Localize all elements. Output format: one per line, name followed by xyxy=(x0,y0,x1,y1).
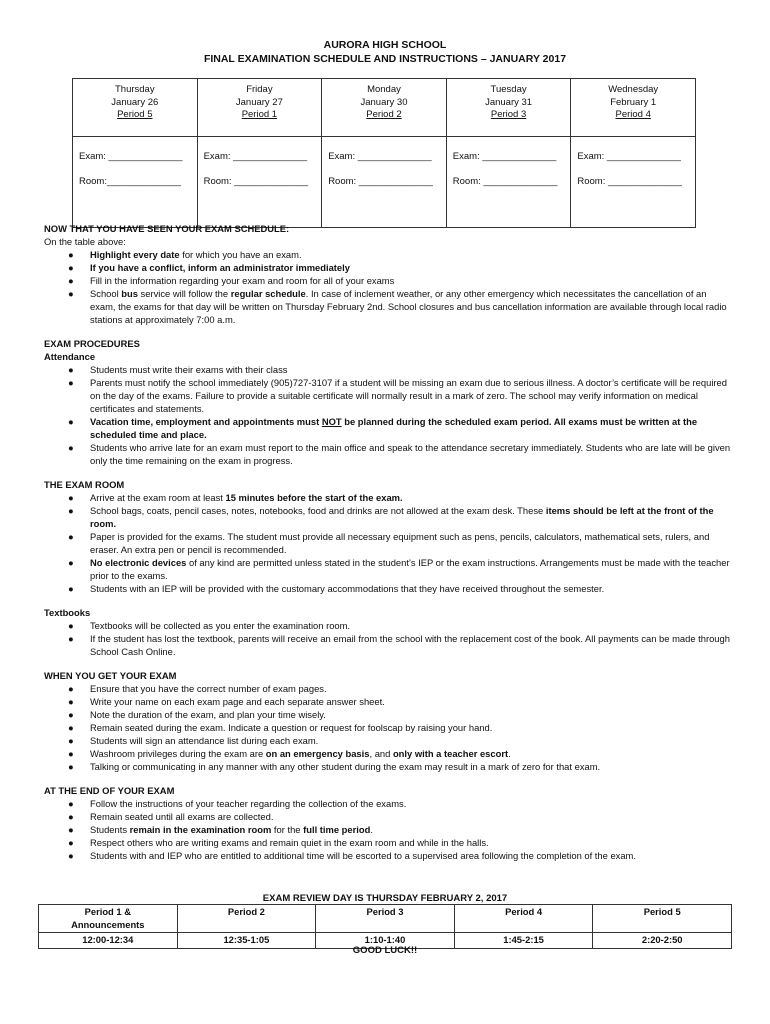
exam-field[interactable]: Exam: ______________ xyxy=(203,151,308,162)
bullet-icon: ● xyxy=(68,620,74,631)
section-heading-end: AT THE END OF YOUR EXAM xyxy=(44,785,175,796)
bullet-icon: ● xyxy=(68,275,74,286)
bullet-icon: ● xyxy=(68,735,74,746)
day-date: January 26 xyxy=(111,96,159,108)
bullet-icon: ● xyxy=(68,557,74,568)
list-item: ● Students will sign an attendance list during each exam. xyxy=(68,735,319,746)
room-field[interactable]: Room: ______________ xyxy=(577,175,682,187)
review-time-cell: 12:35-1:05 xyxy=(177,933,316,949)
school-name: AURORA HIGH SCHOOL xyxy=(323,39,447,51)
list-item: ● Write your name on each exam page and each separate answer sheet. xyxy=(68,696,385,707)
day-name: Tuesday xyxy=(490,84,527,95)
bullet-icon: ● xyxy=(68,683,74,694)
review-period-cell: Period 3 xyxy=(316,905,455,933)
list-item: ● Fill in the information regarding your exam and room for all of your exams xyxy=(68,275,395,286)
section-intro: On the table above: xyxy=(44,236,126,247)
day-date: January 30 xyxy=(360,96,408,108)
day-name: Monday xyxy=(367,84,401,95)
bullet-icon: ● xyxy=(68,505,74,516)
list-item: ● Students must write their exams with their class xyxy=(68,364,288,375)
bullet-icon: ● xyxy=(68,262,74,273)
day-name: Thursday xyxy=(114,84,155,95)
room-field[interactable]: Room: ______________ xyxy=(452,175,558,187)
bullet-icon: ● xyxy=(68,377,74,388)
bullet-icon: ● xyxy=(68,633,74,644)
room-field[interactable]: Room: ______________ xyxy=(328,175,433,187)
list-item: ● If the student has lost the textbook, parents will receive an email from the school with the replacement cost of the book. All payments can be made through School Cash Online. xyxy=(68,633,730,657)
day-date: January 31 xyxy=(485,96,533,108)
review-schedule-table xyxy=(38,904,732,949)
exam-schedule-table xyxy=(72,78,696,228)
list-item: ● No electronic devices of any kind are permitted unless stated in the student’s IEP or the exam instructions. Arrangements must be made with the teacher prior to the exams. xyxy=(68,557,730,581)
schedule-day-cell xyxy=(571,79,696,137)
bullet-icon: ● xyxy=(68,442,74,453)
day-name: Friday xyxy=(246,84,273,95)
bullet-icon: ● xyxy=(68,824,74,835)
instructions-body xyxy=(44,222,734,862)
section-heading-textbooks: Textbooks xyxy=(44,607,91,618)
list-item: ● Follow the instructions of your teacher regarding the collection of the exams. xyxy=(68,798,407,809)
review-period-cell: Period 5 xyxy=(593,905,732,933)
bullet-icon: ● xyxy=(68,583,74,594)
day-date: January 27 xyxy=(235,96,283,108)
bullet-icon: ● xyxy=(68,798,74,809)
list-item: ● School bags, coats, pencil cases, notes, notebooks, food and drinks are not allowed at the exam desk. These items should be left at the front of the room. xyxy=(68,505,714,529)
day-period: Period 4 xyxy=(615,109,651,120)
list-item: ● Students with an IEP will be provided with the customary accommodations that they have received throughout the semester. xyxy=(68,583,605,594)
bullet-list-textbooks xyxy=(44,619,734,658)
room-field[interactable]: Room:______________ xyxy=(79,175,181,187)
bullet-icon: ● xyxy=(68,761,74,772)
review-day-title: EXAM REVIEW DAY IS THURSDAY FEBRUARY 2, 2017 xyxy=(262,893,508,904)
list-item: ● Note the duration of the exam, and plan your time wisely. xyxy=(68,709,326,720)
list-item: ● School bus service will follow the regular schedule. In case of inclement weather, or any other emergency which necessitates the cancellation of an exam, the exams for that day will be written on Thursday February 2nd. School closures and bus cancellation information are available through local radio stations at approximately 7:00 a.m. xyxy=(68,288,727,325)
section-heading-procedures: EXAM PROCEDURES xyxy=(44,338,140,349)
schedule-fill-cell xyxy=(322,137,447,228)
schedule-day-cell xyxy=(446,79,571,137)
schedule-fill-row xyxy=(73,137,696,228)
bullet-list-room xyxy=(44,491,734,595)
section-heading-now: NOW THAT YOU HAVE SEEN YOUR EXAM SCHEDULE: xyxy=(44,223,290,234)
exam-field[interactable]: Exam: ______________ xyxy=(577,151,681,162)
list-item: ● Highlight every date for which you have an exam. xyxy=(68,249,302,260)
bullet-icon: ● xyxy=(68,722,74,733)
list-item: ● Arrive at the exam room at least 15 minutes before the start of the exam. xyxy=(68,492,403,503)
bullet-icon: ● xyxy=(68,811,74,822)
review-time-cell: 1:10-1:40 xyxy=(316,933,455,949)
list-item: ● Talking or communicating in any manner with any other student during the exam may result in a mark of zero for that exam. xyxy=(68,761,601,772)
schedule-day-cell xyxy=(322,79,447,137)
bullet-icon: ● xyxy=(68,837,74,848)
bullet-icon: ● xyxy=(68,492,74,503)
schedule-fill-cell xyxy=(571,137,696,228)
review-period-cell: Period 4 xyxy=(454,905,593,933)
list-item: ● Respect others who are writing exams and remain quiet in the exam room and while in the halls. xyxy=(68,837,489,848)
list-item: ● Remain seated until all exams are collected. xyxy=(68,811,274,822)
schedule-fill-cell xyxy=(197,137,322,228)
bullet-icon: ● xyxy=(68,850,74,861)
room-field[interactable]: Room: ______________ xyxy=(203,175,309,187)
bullet-icon: ● xyxy=(68,709,74,720)
bullet-icon: ● xyxy=(68,249,74,260)
section-heading-room: THE EXAM ROOM xyxy=(44,479,125,490)
list-item: ● Paper is provided for the exams. The student must provide all necessary equipment such as pens, pencils, calculators, mathematical sets, rulers, and eraser. An extra pen or pencil is recommended. xyxy=(68,531,710,555)
bullet-icon: ● xyxy=(68,748,74,759)
schedule-fill-cell xyxy=(446,137,571,228)
schedule-day-cell xyxy=(197,79,322,137)
day-period: Period 2 xyxy=(366,109,402,120)
day-period: Period 1 xyxy=(241,109,278,120)
bullet-list-when xyxy=(44,682,734,773)
bullet-icon: ● xyxy=(68,364,74,375)
schedule-header-row xyxy=(73,79,696,137)
bullet-list-procedures xyxy=(44,363,734,467)
exam-field[interactable]: Exam: ______________ xyxy=(328,151,432,162)
list-item: ● Students with and IEP who are entitled to additional time will be escorted to a supervised area following the completion of the exam. xyxy=(68,850,636,861)
review-period-cell: Period 1 & Announcements xyxy=(39,905,178,933)
bullet-icon: ● xyxy=(68,416,74,427)
section-heading-when: WHEN YOU GET YOUR EXAM xyxy=(44,670,177,681)
list-item: ● Parents must notify the school immediately (905)727-3107 if a student will be missing an exam due to serious illness. A doctor’s certificate will be required on the day of the exams. Failure to provide a suitable certificate will normally result in a mark of zero. The school may verify information on medical certificates and statements. xyxy=(68,377,727,414)
review-period-cell: Period 2 xyxy=(177,905,316,933)
review-time-cell: 2:20-2:50 xyxy=(593,933,732,949)
bullet-list-now xyxy=(44,248,734,326)
list-item: ● Remain seated during the exam. Indicate a question or request for foolscap by raising your hand. xyxy=(68,722,493,733)
review-period-row xyxy=(39,905,732,933)
list-item: ● If you have a conflict, inform an administrator immediately xyxy=(68,262,350,273)
schedule-fill-cell xyxy=(73,137,198,228)
exam-field[interactable]: Exam: ______________ xyxy=(452,151,557,162)
review-time-cell: 1:45-2:15 xyxy=(454,933,593,949)
list-item: ● Students who arrive late for an exam must report to the main office and speak to the attendance secretary immediately. Students who are late will be given only the time remaining on the exam in progress. xyxy=(68,442,731,466)
list-item: ● Washroom privileges during the exam are on an emergency basis, and only with a teacher escort. xyxy=(68,748,511,759)
closing-text: GOOD LUCK!! xyxy=(352,945,418,956)
exam-field[interactable]: Exam: ______________ xyxy=(79,151,183,162)
list-item: ● Students remain in the examination room for the full time period. xyxy=(68,824,373,835)
bullet-list-end xyxy=(44,797,734,862)
list-item: ● Ensure that you have the correct number of exam pages. xyxy=(68,683,327,694)
bullet-icon: ● xyxy=(68,288,74,299)
bullet-icon: ● xyxy=(68,531,74,542)
schedule-day-cell xyxy=(73,79,198,137)
day-period: Period 5 xyxy=(117,109,153,120)
list-item: ● Vacation time, employment and appointments must NOT be planned during the scheduled exam period. All exams must be written at the scheduled time and place. xyxy=(68,416,698,440)
subheading-attendance: Attendance xyxy=(44,351,96,362)
review-time-cell: 12:00-12:34 xyxy=(39,933,178,949)
day-date: February 1 xyxy=(610,96,657,108)
day-period: Period 3 xyxy=(490,109,527,120)
bullet-icon: ● xyxy=(68,696,74,707)
list-item: ● Textbooks will be collected as you enter the examination room. xyxy=(68,620,351,631)
page-title: FINAL EXAMINATION SCHEDULE AND INSTRUCTIONS – JANUARY 2017 xyxy=(203,53,567,65)
day-name: Wednesday xyxy=(608,84,659,95)
